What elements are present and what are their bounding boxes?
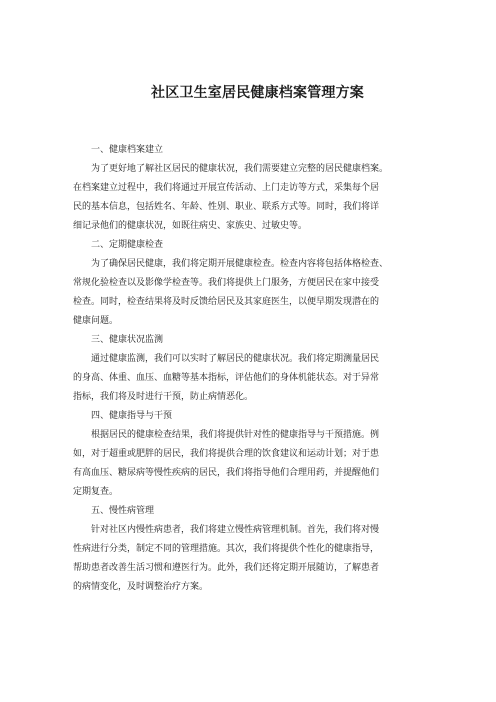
section-heading: 四、健康指导与干预: [91, 411, 173, 421]
section-5: [73, 502, 440, 597]
body-line: 根据居民的健康检查结果，我们将提供针对性的健康指导与干预措施。例: [91, 430, 380, 440]
body-line: 健康问题。: [73, 316, 119, 326]
section-2: [73, 236, 440, 331]
body-line: 民的基本信息，包括姓名、年龄、性别、职业、联系方式等。同时，我们将详: [73, 202, 380, 212]
section-body: [73, 426, 440, 502]
section-heading: 二、定期健康检查: [91, 240, 164, 250]
section-3: [73, 331, 440, 407]
body-line: 检查。同时，检查结果将及时反馈给居民及其家庭医生，以便早期发现潜在的: [73, 297, 380, 307]
body-line: 为了确保居民健康，我们将定期开展健康检查。检查内容将包括体格检查、: [91, 259, 389, 269]
section-body: [73, 521, 440, 597]
section-4: [73, 407, 440, 502]
body-line: 为了更好地了解社区居民的健康状况，我们需要建立完整的居民健康档案。: [91, 164, 389, 174]
body-line: 在档案建立过程中，我们将通过开展宣传活动、上门走访等方式，采集每个居: [73, 183, 380, 193]
body-line: 细记录他们的健康状况，如既往病史、家族史、过敏史等。: [73, 221, 308, 231]
body-line: 帮助患者改善生活习惯和遵医行为。此外，我们还将定期开展随访，了解患者: [73, 563, 380, 573]
body-line: 常规化验检查以及影像学检查等。我们将提供上门服务，方便居民在家中接受: [73, 278, 380, 288]
section-1: [73, 141, 440, 236]
body-line: 定期复查。: [73, 487, 119, 497]
section-body: [73, 255, 440, 331]
section-heading: 一、健康档案建立: [91, 145, 164, 155]
section-heading: 三、健康状况监测: [91, 335, 164, 345]
section-heading: 五、慢性病管理: [91, 506, 155, 516]
body-line: 指标，我们将及时进行干预，防止病情恶化。: [73, 392, 254, 402]
body-line: 如，对于超重或肥胖的居民，我们将提供合理的饮食建议和运动计划；对于患: [73, 449, 380, 459]
body-line: 的病情变化，及时调整治疗方案。: [73, 582, 209, 592]
body-line: 通过健康监测，我们可以实时了解居民的健康状况。我们将定期测量居民: [91, 354, 380, 364]
document-title: 社区卫生室居民健康档案管理方案: [151, 85, 364, 101]
body-line: 性病进行分类，制定不同的管理措施。其次，我们将提供个性化的健康指导，: [73, 544, 380, 554]
section-body: [73, 350, 440, 407]
body-line: 针对社区内慢性病患者，我们将建立慢性病管理机制。首先，我们将对慢: [91, 525, 380, 535]
body-line: 的身高、体重、血压、血糖等基本指标，评估他们的身体机能状态。对于异常: [73, 373, 380, 383]
section-body: [73, 160, 440, 236]
body-line: 有高血压、糖尿病等慢性疾病的居民，我们将指导他们合理用药，并提醒他们: [73, 468, 380, 478]
